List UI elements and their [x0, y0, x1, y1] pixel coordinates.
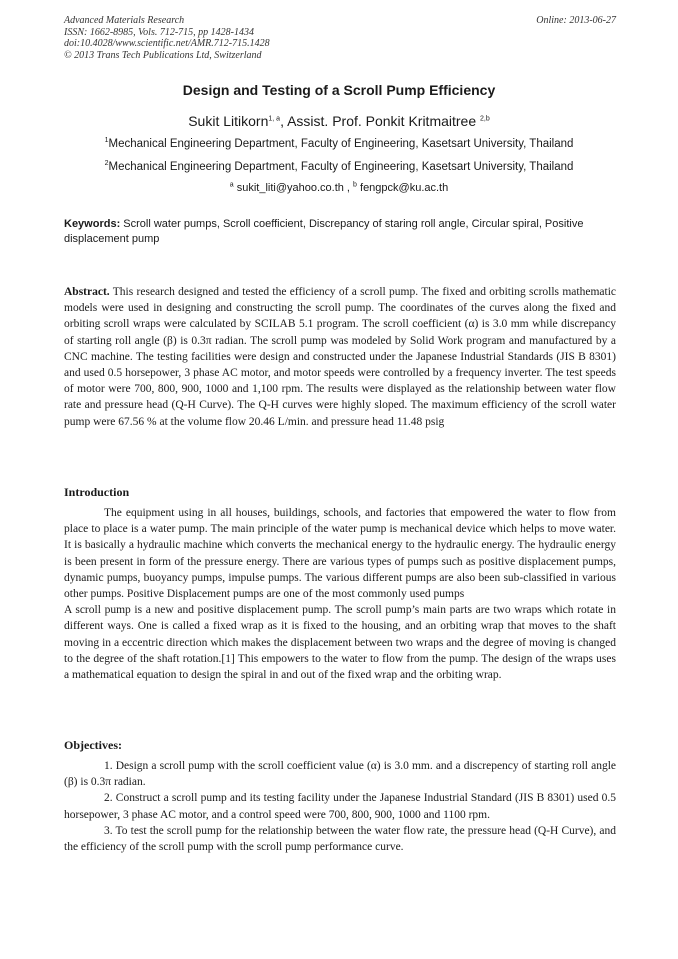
email-link[interactable]: sukit_liti@yahoo.co.th , — [233, 182, 354, 194]
author-separator: , — [280, 113, 288, 129]
journal-header — [64, 15, 616, 61]
author-superscript: 1, a — [268, 115, 281, 123]
keywords-label: Keywords: — [64, 218, 121, 230]
doi-line: doi:10.4028/www.scientific.net/AMR.712-715.1428 — [64, 38, 270, 49]
issn-line: ISSN: 1662-8985, Vols. 712-715, pp 1428-1434 — [64, 26, 254, 38]
objectives-heading: Objectives: — [64, 738, 122, 752]
objectives-list — [64, 758, 616, 855]
paragraph: A scroll pump is a new and positive displacement pump. The scroll pump’s main parts are two wraps which rotate in different ways. One is called a fixed wrap as it is fixed to the housing, and an orbiting wrap that moves to the shaft moving in a eccentric direction which makes the displacement between two wraps and the degree of moving is changed to the degree of the shaft rotation.[1] This empowers to the water to flow from the pump. The design of the wraps uses a mathematical equation to design the spiral in and out of the fixed wrap and the orbiting wrap. — [64, 604, 616, 682]
introduction-heading: Introduction — [64, 485, 130, 499]
affiliation-text: Mechanical Engineering Department, Faculty of Engineering, Kasetsart University, Thailand — [108, 138, 574, 150]
keywords-block — [64, 217, 616, 247]
abstract-label: Abstract. — [64, 286, 110, 298]
affiliation-1 — [0, 138, 678, 150]
email-superscript: a — [229, 181, 234, 189]
author-name: Assist. Prof. Ponkit Kritmaitree — [287, 113, 477, 129]
email-superscript: b — [353, 181, 357, 189]
author-list — [0, 113, 678, 129]
objective-item: 2. Construct a scroll pump and its testing facility under the Japanese Industrial Standard (JIS B 8301) used 0.5 horsepower, 3 phase AC motor, and a control speed were 700, 800, 900, 1000 and 1100 rpm. — [64, 792, 616, 821]
author-superscript: 2,b — [480, 115, 490, 123]
paragraph: The equipment using in all houses, buildings, schools, and factories that empowered the water to flow from place to place is a water pump. The main principle of the water pump is mechanical device which helps to move water. It is basically a hydraulic machine which converts the mechanical energy to the hydraulic energy. The hydraulic energy is been present in form of the pressure energy. There are various types of pumps such as positive displacement pumps, dynamic pumps, buoyancy pumps, impulse pumps. The various different pumps are also been sub-classified in various other pumps. Positive Displacement pumps are one of the most commonly used pumps — [64, 507, 616, 601]
affiliation-2 — [0, 161, 678, 173]
copyright-line: © 2013 Trans Tech Publications Ltd, Switzerland — [64, 49, 262, 61]
introduction-body — [64, 505, 616, 683]
affiliation-superscript: 2 — [104, 160, 109, 168]
email-link[interactable]: fengpck@ku.ac.th — [356, 182, 449, 194]
keywords-text: Scroll water pumps, Scroll coefficient, Discrepancy of staring roll angle, Circular spiral, Positive displacement pump — [64, 218, 584, 245]
affiliation-superscript: 1 — [104, 137, 109, 145]
online-date: Online: 2013-06-27 — [536, 15, 616, 26]
abstract-text: This research designed and tested the efficiency of a scroll pump. The fixed and orbiting scrolls mathematic models were used in designing and constructing the scroll pump. The coordinates of the curves along the fixed and orbiting scroll wraps were calculated by SCILAB 5.1 program. The scroll coefficient (α) is 3.0 mm while discrepancy of starting roll angle (β) is 0.3π radian. The scroll pump was modeled by Solid Work program and manufactured by a CNC machine. The testing facilities were design and constructed under the Japanese Industrial Standards (JIS B 8301) and used 0.5 horsepower, 3 phase AC motor, and motor speeds were controlled by a frequency inverter. The test speeds of motor were 700, 800, 900, 1000 and 1,100 rpm. The results were displayed as the relationship between water flow rate and pressure head (Q-H Curve). The Q-H curves were highly sloped. The maximum efficiency of the scroll water pump were 67.56 % at the volume flow 20.46 L/min. and pressure head 11.48 psig — [64, 286, 616, 428]
objective-item: 3. To test the scroll pump for the relationship between the water flow rate, the pressure head (Q-H Curve), and the efficiency of the scroll pump with the scroll pump performance curve. — [64, 824, 616, 854]
objective-item: 1. Design a scroll pump with the scroll coefficient value (α) is 3.0 mm. and a discrepency of starting roll angle (β) is 0.3π radian. — [64, 760, 616, 789]
email-line — [0, 182, 678, 194]
abstract-block — [64, 284, 616, 430]
paper-title: Design and Testing of a Scroll Pump Efficiency — [182, 82, 496, 98]
affiliation-text: Mechanical Engineering Department, Faculty of Engineering, Kasetsart University, Thailand — [108, 161, 574, 173]
author-name: Sukit Litikorn — [188, 113, 269, 129]
journal-name: Advanced Materials Research — [64, 15, 185, 26]
